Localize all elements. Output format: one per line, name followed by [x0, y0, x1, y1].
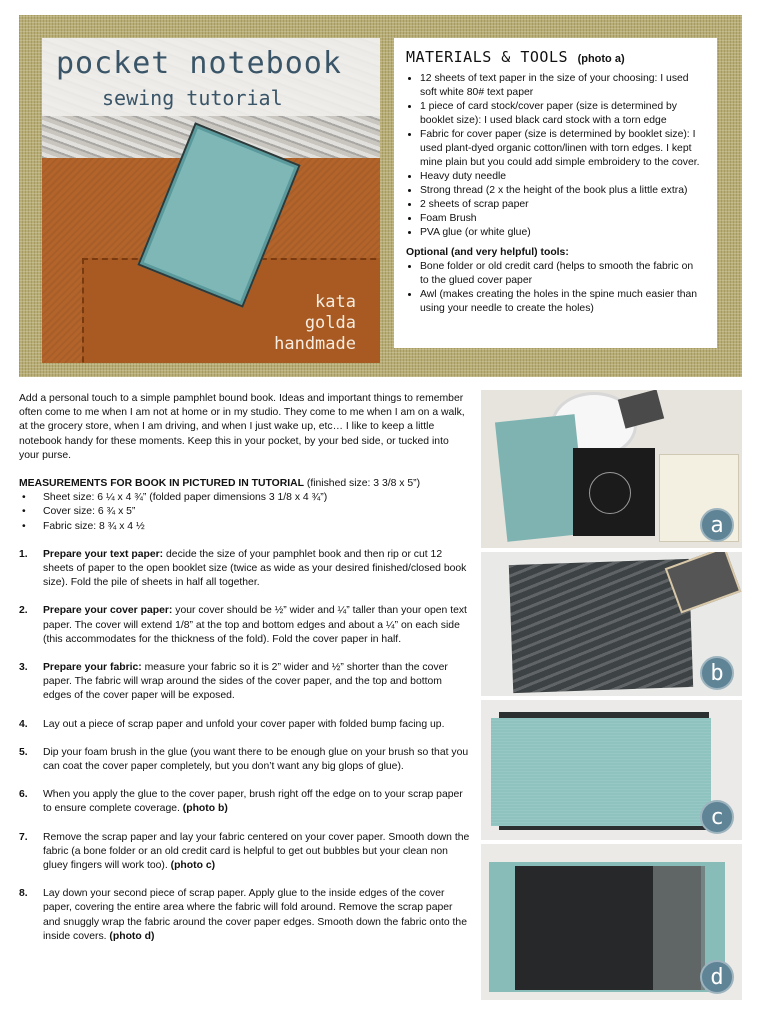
photo-c [481, 700, 742, 840]
intro-paragraph: Add a personal touch to a simple pamphlet bound book. Ideas and important things to remember often come to me when I am not at home or in my studio. They come to me when I am on a walk, at the grocery store, when I am driving, and when I just wake up, etc… I like to keep a little notebook handy for these moments. Keep this in your pocket, by your bed side, or tucked into your purse. [19, 393, 465, 461]
step-tail: (photo c) [170, 860, 216, 872]
step-text: When you apply the glue to the cover paper, brush right off the edge on to your scrap paper to ensure complete coverage. [43, 789, 463, 815]
step-item [19, 788, 471, 816]
fabric-on-cover [491, 718, 711, 826]
step-number: 2. [19, 605, 28, 617]
step-text: Dip your foam brush in the glue (you want there to be enough glue on your brush so that you can coat the cover paper completely, but you don’t want any big glops of glue). [43, 746, 469, 773]
step-text: decide the size of your pamphlet book and then rip or cut 12 sheets of paper to the open booklet size (twice as wide as your desired finished/closed book size). Fold the pile of sheets in half all together. [43, 548, 467, 589]
step-text: Lay out a piece of scrap paper and unfold your cover paper with folded bump facing up. [43, 718, 445, 730]
list-item: • Sheet size: 6 ¼ x 4 ¾” (folded paper dimensions 3 1/8 x 4 ¾”) [19, 491, 471, 505]
measurements-note: (finished size: 3 3/8 x 5”) [303, 478, 421, 490]
step-tail: (photo d) [109, 930, 155, 942]
materials-heading-text: MATERIALS & TOOLS [406, 48, 569, 66]
photo-d [481, 844, 742, 1000]
steps-list [19, 548, 471, 944]
step-item [19, 661, 471, 704]
brand-line: kata [315, 292, 356, 312]
step-number: 5. [19, 746, 28, 758]
list-item: • 12 sheets of text paper in the size of your choosing: I used soft white 80# text paper [420, 72, 703, 100]
step-tail: (photo b) [182, 803, 228, 815]
materials-heading-sub: (photo a) [577, 53, 625, 65]
list-item: • Heavy duty needle [420, 170, 703, 184]
step-lead: Prepare your fabric: [43, 662, 142, 674]
step-text: your cover should be ½” wider and ¼” taller than your open text paper. The cover will extend 1/8” at the top and bottom edges and about a ¼” on each side (this accommodates for the thickness of the fold). Fold the cover paper in half. [43, 605, 467, 645]
hero-photo [42, 38, 380, 363]
header-banner [19, 15, 742, 377]
step-lead: Prepare your text paper: [43, 548, 164, 560]
step-text: Remove the scrap paper and lay your fabric centered on your cover paper. Smooth down the fabric (a bone folder or an old credit card is helpful to get out bubbles but your clean non gluey fingers will work too). [43, 831, 470, 872]
list-item: • Strong thread (2 x the height of the book plus a little extra) [420, 184, 703, 198]
list-item: • Bone folder or old credit card (helps to smooth the fabric on to the glued cover paper [420, 260, 703, 288]
photo-label-a: a [700, 508, 734, 542]
list-item: • PVA glue (or white glue) [420, 226, 703, 240]
list-item: • Awl (makes creating the holes in the spine much easier than using your needle to create the holes) [420, 288, 703, 316]
step-item [19, 887, 471, 944]
materials-heading [406, 48, 703, 66]
step-text: measure your fabric so it is 2” wider and ½” shorter than the cover paper. The fabric will wrap around the sides of the cover paper, and the top and bottom edges of the cover paper will be exposed. [43, 662, 448, 702]
brand-text [274, 292, 356, 355]
list-item: • 1 piece of card stock/cover paper (size is determined by booklet size): I used black card stock with a torn edge [420, 100, 703, 128]
glued-cover [509, 559, 693, 693]
photo-label-d: d [700, 960, 734, 994]
measurements-title [19, 477, 471, 491]
step-item [19, 746, 471, 774]
step-item [19, 831, 471, 874]
step-lead: Prepare your cover paper: [43, 605, 173, 617]
step-number: 1. [19, 548, 28, 560]
optional-list [406, 260, 703, 316]
step-text: Lay down your second piece of scrap paper. Apply glue to the inside edges of the cover paper, covering the entire area where the fabric will fold around. Remove the scrap paper and snuggly wrap the fabric around the cover paper edges. Smooth down the fabric onto the inside covers. [43, 888, 467, 942]
title-line-1: pocket notebook [56, 46, 342, 81]
photo-a [481, 390, 742, 548]
title-line-2: sewing tutorial [102, 86, 283, 110]
glue-strip [653, 866, 705, 990]
list-item: • Fabric size: 8 ¾ x 4 ½ [19, 520, 471, 534]
step-number: 4. [19, 718, 28, 730]
list-item: • Fabric for cover paper (size is determined by booklet size): I used plant-dyed organic cotton/linen with torn edges. I kept mine plain but you could add simple embroidery to the cover. [420, 128, 703, 170]
foam-brush [618, 390, 664, 429]
list-item: • 2 sheets of scrap paper [420, 198, 703, 212]
step-number: 8. [19, 888, 28, 900]
optional-heading: Optional (and very helpful) tools: [406, 247, 569, 258]
step-item [19, 548, 471, 591]
thread-coil [589, 472, 631, 514]
step-item [19, 718, 471, 732]
list-item: • Foam Brush [420, 212, 703, 226]
tutorial-text [19, 392, 471, 958]
materials-list [406, 72, 703, 240]
step-number: 3. [19, 662, 28, 674]
measurements-title-text: MEASUREMENTS FOR BOOK IN PICTURED IN TUTORIAL [19, 478, 304, 490]
brand-line: golda [304, 313, 356, 333]
materials-box [394, 38, 717, 348]
photo-label-c: c [700, 800, 734, 834]
step-number: 7. [19, 831, 28, 843]
step-number: 6. [19, 789, 28, 801]
photo-label-b: b [700, 656, 734, 690]
measurements-list [19, 491, 471, 534]
photo-b [481, 552, 742, 696]
brand-line: handmade [274, 334, 356, 354]
list-item: • Cover size: 6 ¾ x 5” [19, 505, 471, 519]
step-item [19, 604, 471, 647]
